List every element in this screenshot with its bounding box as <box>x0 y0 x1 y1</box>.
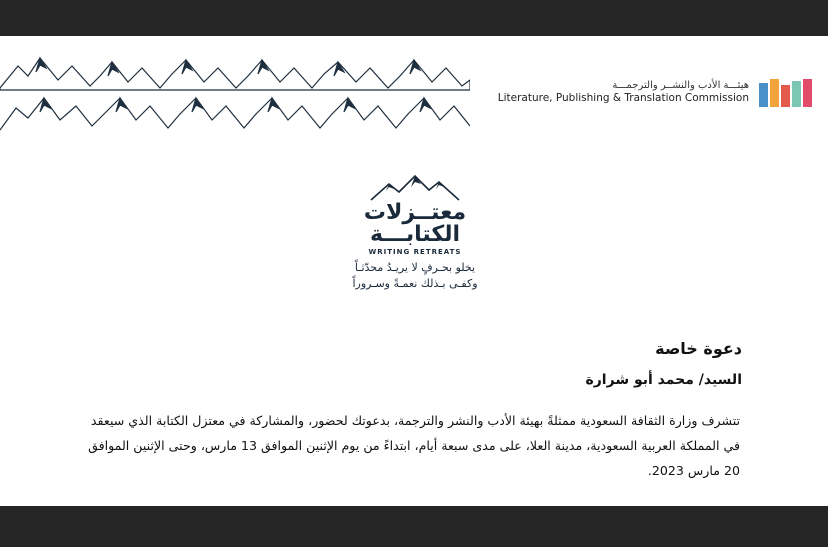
invitation-page <box>0 36 828 506</box>
retreat-tagline-1: يخلو بحـرفٍ لا يريـدُ محدّثـاً <box>354 261 476 274</box>
mountain-peaks-icon <box>369 174 461 202</box>
invitation-body: تتشرف وزارة الثقافة السعودية ممثلةً بهيئة الأدب والنشر والترجمة، بدعوتك لحضور، والمشاركة في معتزل الكتابة الذي سيعقد في المملكة العربية السعودية، مدينة العلا، على مدى سبعة أيام، ابتداءً من يوم الإثنين الموافق 13 مارس، وحتى الإثنين الموافق 20 مارس 2023. <box>88 413 740 478</box>
commission-name-arabic: هيئـــة الأدب والنشــر والترجمـــة <box>612 79 749 91</box>
commission-name-english: Literature, Publishing & Translation Commission <box>497 91 749 104</box>
top-dark-bar <box>0 0 828 36</box>
retreat-tagline-2: وكفـى بـذلك نعمـةً وسـروراً <box>352 277 478 290</box>
writing-retreats-logo <box>300 174 530 292</box>
bottom-dark-bar <box>0 506 828 547</box>
retreat-title-arabic-2: الكتابـــة <box>370 222 460 247</box>
retreat-title-english: WRITING RETREATS <box>368 248 462 256</box>
commission-header <box>498 74 812 110</box>
commission-logo-icon <box>757 77 812 107</box>
retreat-title-arabic-1: معتــزلات <box>363 200 467 225</box>
mountain-pattern-decoration <box>0 48 470 134</box>
invitation-recipient: السيد/ محمد أبو شرارة <box>585 372 742 388</box>
invitation-title: دعوة خاصة <box>655 339 742 358</box>
